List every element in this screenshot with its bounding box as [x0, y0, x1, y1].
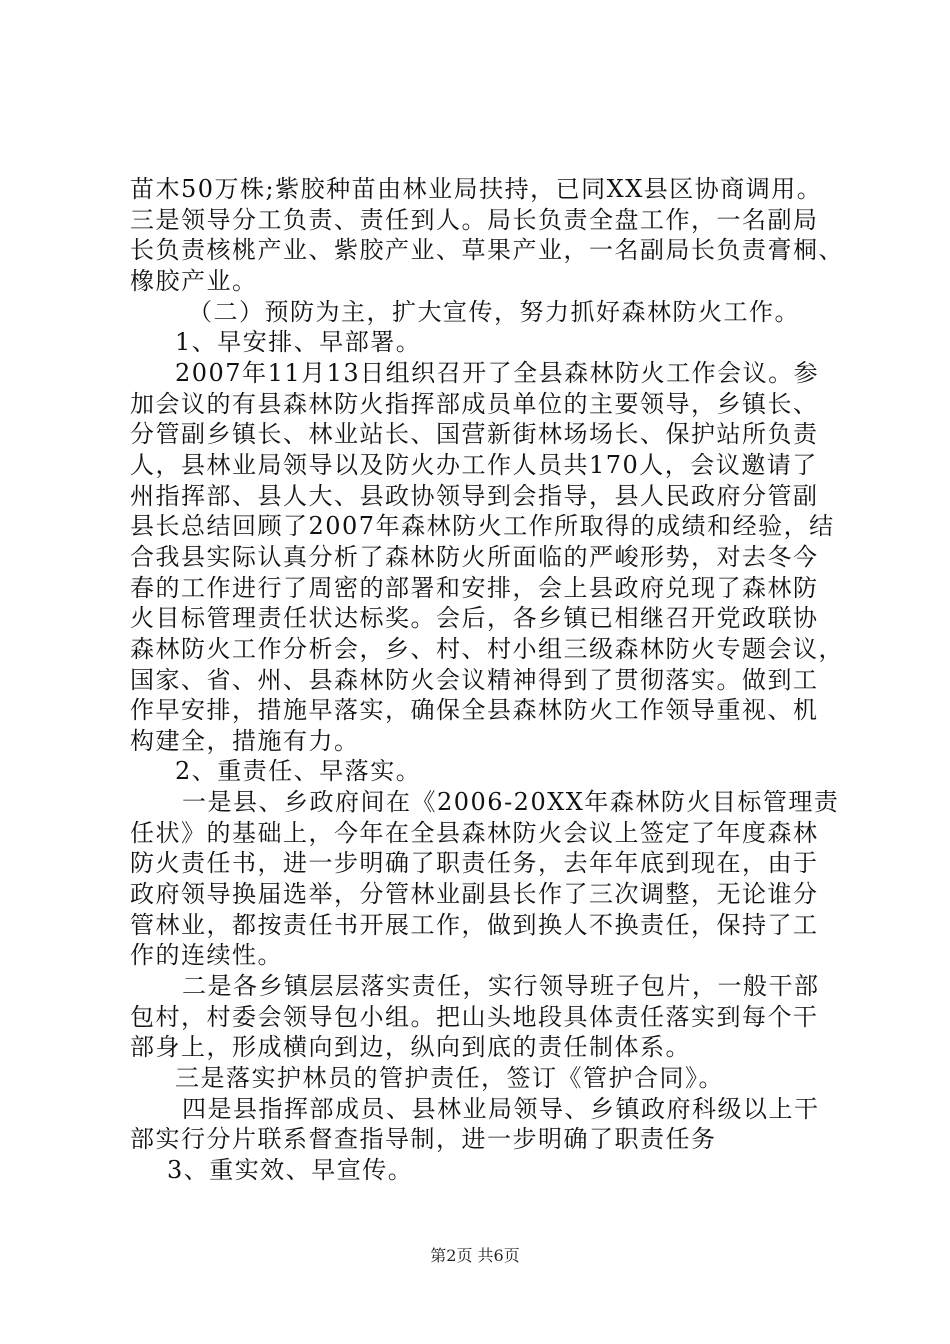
text-line: 苗木50万株;紫胶种苗由林业局扶持，已同XX县区协商调用。	[130, 175, 823, 203]
section-heading: （二）预防为主，扩大宣传，努力抓好森林防火工作。	[188, 298, 800, 326]
text-line: 县长总结回顾了2007年森林防火工作所取得的成绩和经验，结	[130, 512, 835, 540]
text-line: 州指挥部、县人大、县政协领导到会指导，县人民政府分管副	[130, 482, 819, 510]
text-line: 橡胶产业。	[130, 267, 258, 295]
text-line: 政府领导换届选举，分管林业副县长作了三次调整，无论谁分	[130, 880, 819, 908]
text-line: 加会议的有县森林防火指挥部成员单位的主要领导，乡镇长、	[130, 390, 819, 418]
text-line: 二是各乡镇层层落实责任，实行领导班子包片，一般干部	[182, 972, 820, 1000]
text-line: 一是县、乡政府间在《2006-20XX年森林防火目标管理责	[182, 788, 840, 816]
text-line: 三是落实护林员的管护责任，签订《管护合同》。	[175, 1064, 724, 1092]
text-line: 春的工作进行了周密的部署和安排，会上县政府兑现了森林防	[130, 574, 819, 602]
text-line: 2007年11月13日组织召开了全县森林防火工作会议。参	[175, 359, 820, 387]
text-line: 作的连续性。	[130, 941, 283, 969]
text-line: 任状》的基础上，今年在全县森林防火会议上签定了年度森林	[130, 819, 819, 847]
text-line: 四是县指挥部成员、县林业局领导、乡镇政府科级以上干	[182, 1095, 820, 1123]
page-footer: 第2页 共6页	[430, 1246, 520, 1265]
text-line: 构建全，措施有力。	[130, 727, 360, 755]
text-line: 包村，村委会领导包小组。把山头地段具体责任落实到每个干	[130, 1003, 819, 1031]
subsection-heading: 3、重实效、早宣传。	[167, 1156, 414, 1184]
text-line: 作早安排，措施早落实，确保全县森林防火工作领导重视、机	[130, 696, 819, 724]
text-line: 长负责核桃产业、紫胶产业、草果产业，一名副局长负责膏桐、	[130, 236, 844, 264]
text-line: 防火责任书，进一步明确了职责任务，去年年底到现在，由于	[130, 849, 819, 877]
text-line: 部身上，形成横向到边，纵向到底的责任制体系。	[130, 1033, 691, 1061]
text-line: 管林业，都按责任书开展工作，做到换人不换责任，保持了工	[130, 911, 819, 939]
text-line: 森林防火工作分析会，乡、村、村小组三级森林防火专题会议，	[130, 635, 844, 663]
text-line: 分管副乡镇长、林业站长、国营新街林场场长、保护站所负责	[130, 420, 819, 448]
subsection-heading: 2、重责任、早落实。	[175, 757, 422, 785]
text-line: 人，县林业局领导以及防火办工作人员共170人，会议邀请了	[130, 451, 818, 479]
text-line: 火目标管理责任状达标奖。会后，各乡镇已相继召开党政联协	[130, 604, 819, 632]
subsection-heading: 1、早安排、早部署。	[175, 328, 422, 356]
text-line: 国家、省、州、县森林防火会议精神得到了贯彻落实。做到工	[130, 666, 819, 694]
text-line: 三是领导分工负责、责任到人。局长负责全盘工作，一名副局	[130, 206, 819, 234]
text-line: 合我县实际认真分析了森林防火所面临的严峻形势，对去冬今	[130, 543, 819, 571]
text-line: 部实行分片联系督查指导制，进一步明确了职责任务	[130, 1125, 717, 1153]
